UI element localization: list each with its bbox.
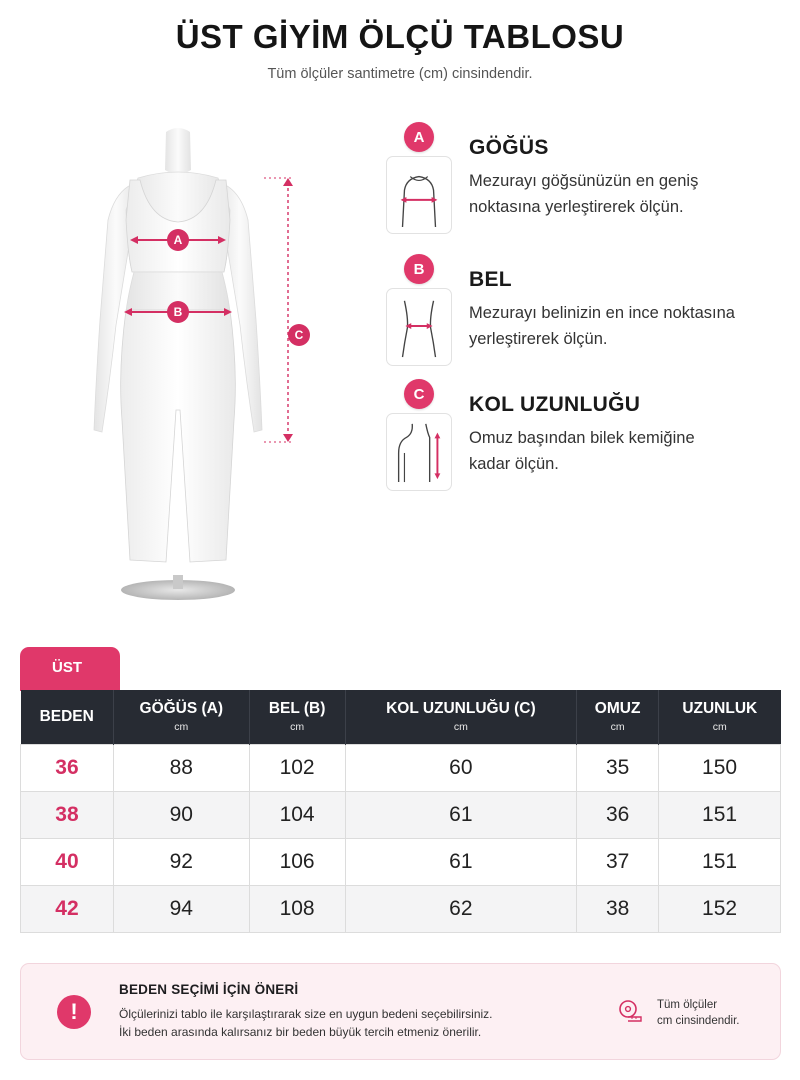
table-cell: 106: [249, 838, 345, 885]
guide-item-waist: [386, 254, 786, 364]
waist-measure-icon: [386, 288, 452, 366]
note-side-line: Tüm ölçüler: [657, 999, 718, 1011]
header-uzunluk: UZUNLUK cm: [659, 690, 781, 744]
arm-length-icon: [386, 413, 452, 491]
table-cell: 151: [659, 791, 781, 838]
table-row: [21, 838, 781, 885]
size-cell: 40: [21, 838, 114, 885]
guide-heading-waist: BEL: [469, 268, 512, 291]
figure-label-b: B: [167, 301, 189, 323]
table-cell: 61: [345, 838, 577, 885]
chest-measure-icon: [386, 156, 452, 234]
table-cell: 35: [577, 744, 659, 791]
alert-icon: !: [57, 995, 91, 1029]
table-cell: 94: [113, 885, 249, 932]
table-cell: 37: [577, 838, 659, 885]
size-cell: 38: [21, 791, 114, 838]
page-subtitle: Tüm ölçüler santimetre (cm) cinsindendir.: [267, 66, 533, 82]
guide-badge-c: C: [404, 379, 434, 409]
table-cell: 62: [345, 885, 577, 932]
table-row: [21, 744, 781, 791]
table-cell: 152: [659, 885, 781, 932]
table-cell: 102: [249, 744, 345, 791]
figure-label-c: C: [288, 324, 310, 346]
guide-item-arm: [386, 379, 786, 489]
guide-line: noktasına yerleştirerek ölçün.: [469, 198, 684, 216]
guide-text-chest: [469, 168, 789, 220]
note-side-line: cm cinsindendir.: [657, 1015, 740, 1027]
guide-text-arm: [469, 425, 789, 477]
page-title: ÜST GİYİM ÖLÇÜ TABLOSU: [175, 18, 625, 55]
header-beden: BEDEN: [21, 690, 114, 744]
table-header-row: [21, 690, 781, 744]
guide-item-chest: [386, 122, 786, 232]
tab-ust[interactable]: ÜST: [20, 647, 120, 691]
table-row: [21, 885, 781, 932]
table-cell: 150: [659, 744, 781, 791]
mannequin-svg: [78, 120, 323, 610]
mannequin-illustration: [78, 120, 323, 610]
note-title: BEDEN SEÇİMİ İÇİN ÖNERİ: [119, 982, 299, 997]
measuring-tape-icon: [617, 998, 643, 1024]
header-omuz: OMUZ cm: [577, 690, 659, 744]
table-cell: 36: [577, 791, 659, 838]
table-cell: 61: [345, 791, 577, 838]
table-cell: 108: [249, 885, 345, 932]
size-advice-note: [20, 963, 781, 1060]
note-side-text: [657, 997, 739, 1029]
header-kol-uzunlugu: KOL UZUNLUĞU (C) cm: [345, 690, 577, 744]
header-bel: BEL (B) cm: [249, 690, 345, 744]
size-table: [20, 690, 781, 933]
guide-badge-b: B: [404, 254, 434, 284]
table-cell: 92: [113, 838, 249, 885]
table-cell: 151: [659, 838, 781, 885]
table-row: [21, 791, 781, 838]
guide-line: Mezurayı belinizin en ince noktasına: [469, 304, 735, 322]
note-line-2: İki beden arasında kalırsanız bir beden büyük tercih etmeniz önerilir.: [119, 1025, 482, 1039]
guide-heading-chest: GÖĞÜS: [469, 136, 549, 159]
figure-label-a: A: [167, 229, 189, 251]
table-cell: 104: [249, 791, 345, 838]
guide-line: Mezurayı göğsünüzün en geniş: [469, 172, 699, 190]
table-cell: 38: [577, 885, 659, 932]
guide-badge-a: A: [404, 122, 434, 152]
header-gogus: GÖĞÜS (A) cm: [113, 690, 249, 744]
guide-line: kadar ölçün.: [469, 455, 559, 473]
guide-line: yerleştirerek ölçün.: [469, 330, 608, 348]
table-cell: 88: [113, 744, 249, 791]
table-cell: 60: [345, 744, 577, 791]
size-cell: 36: [21, 744, 114, 791]
guide-heading-arm: KOL UZUNLUĞU: [469, 393, 641, 416]
table-cell: 90: [113, 791, 249, 838]
guide-text-waist: [469, 300, 789, 352]
note-line-1: Ölçülerinizi tablo ile karşılaştırarak size en uygun bedeni seçebilirsiniz.: [119, 1007, 493, 1021]
guide-line: Omuz başından bilek kemiğine: [469, 429, 695, 447]
size-cell: 42: [21, 885, 114, 932]
